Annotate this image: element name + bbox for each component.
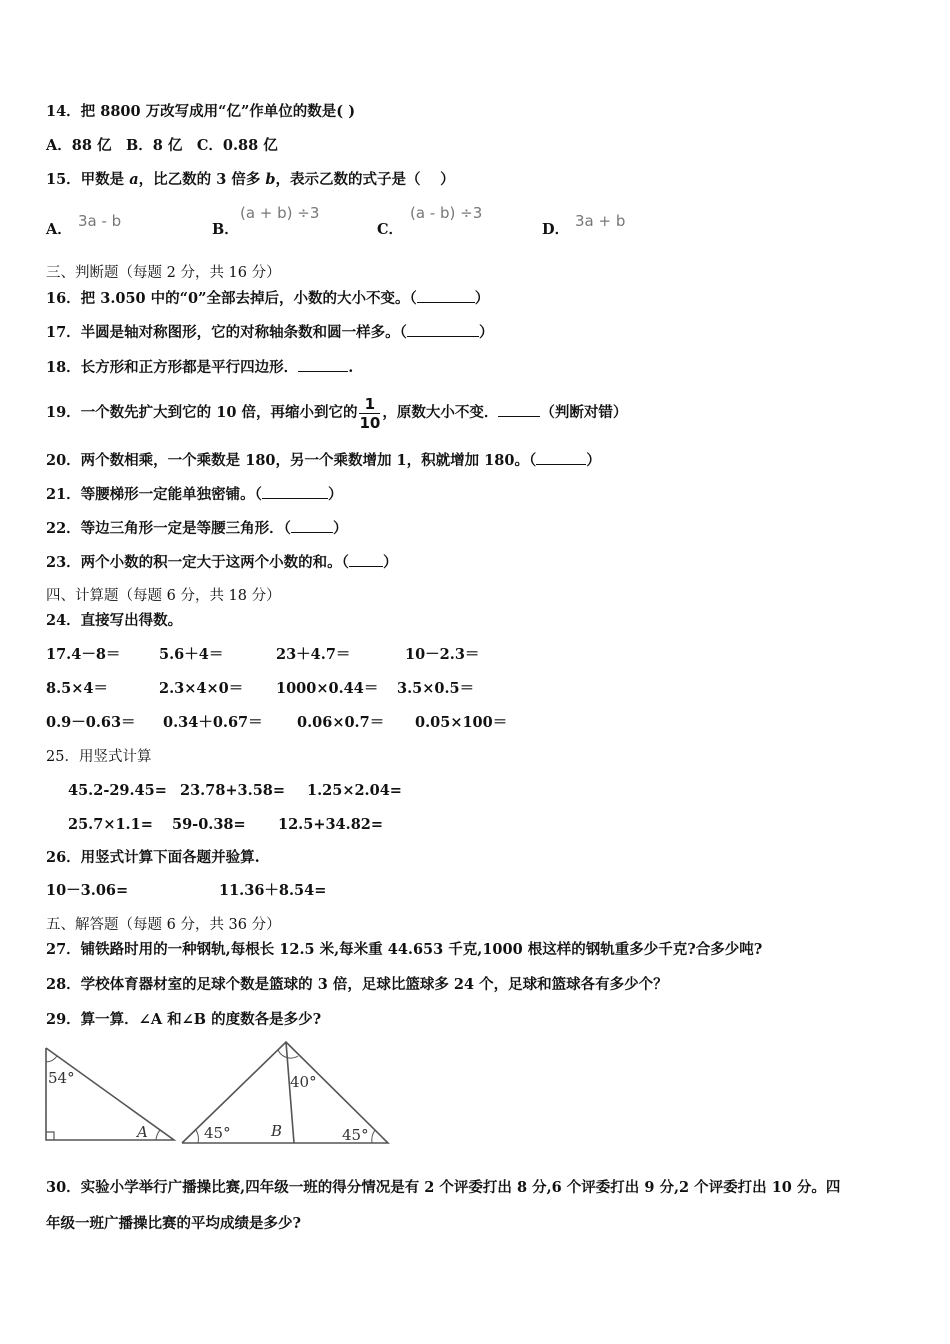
answer-blank[interactable] [298, 357, 348, 372]
section-5-heading: 五、解答题（每题 6 分，共 36 分） [46, 917, 281, 933]
calc-item: 25.7×1.1= [68, 816, 153, 833]
answer-blank[interactable] [536, 450, 586, 465]
calc-item: 3.5×0.5＝ [397, 680, 475, 697]
calc-item: 8.5×4＝ [46, 680, 108, 697]
q22-text [46, 518, 347, 539]
q15-mid: ，比乙数的 3 倍多 [138, 171, 266, 188]
q15-option-c-label: C． [377, 221, 404, 238]
one-tenth-fraction [359, 395, 380, 432]
q21-statement: 21．等腰梯形一定能单独密铺。（ [46, 486, 262, 503]
q15-option-d-label: D． [542, 221, 570, 238]
q17-end: ） [478, 324, 494, 341]
q15-option-c: (a - b) ÷3 [410, 204, 483, 222]
calc-item: 1000×0.44＝ [276, 680, 379, 697]
q19-end: （判断对错） [540, 404, 628, 421]
fraction-denominator: 10 [359, 413, 381, 432]
triangle-figures [40, 1040, 400, 1150]
angle-b-label: B [271, 1122, 283, 1140]
angle-45-left-label: 45° [204, 1124, 231, 1142]
q16-text [46, 288, 489, 309]
q18-text [46, 357, 353, 378]
calc-item: 0.05×100＝ [415, 714, 508, 731]
q16-statement: 16．把 3.050 中的“0”全部去掉后，小数的大小不变。（ [46, 290, 417, 307]
q15-option-d: 3a + b [575, 212, 626, 230]
q22-end: ） [332, 520, 348, 537]
q17-statement: 17．半圆是轴对称图形，它的对称轴条数和圆一样多。（ [46, 324, 407, 341]
q19-prefix: 19．一个数先扩大到它的 10 倍，再缩小到它的 [46, 404, 358, 421]
answer-blank[interactable] [262, 484, 328, 499]
q23-end: ） [382, 554, 398, 571]
q14-text: 14．把 8800 万改写成用“亿”作单位的数是( ) [46, 103, 356, 120]
q24-title: 24．直接写出得数。 [46, 612, 183, 629]
q15-prefix: 15．甲数是 [46, 171, 130, 188]
q15-text [46, 170, 455, 190]
calc-item: 12.5+34.82= [278, 816, 384, 833]
q29-text: 29．算一算．∠A 和∠B 的度数各是多少? [46, 1011, 322, 1028]
right-triangle [46, 1048, 174, 1141]
q16-end: ） [474, 290, 490, 307]
q21-end: ） [327, 486, 343, 503]
calc-item: 23.78+3.58= [180, 782, 286, 799]
isosceles-triangle [182, 1042, 388, 1144]
q23-statement: 23．两个小数的积一定大于这两个小数的和。（ [46, 554, 349, 571]
calc-item: 10－3.06= [46, 882, 129, 899]
q21-text [46, 484, 342, 505]
q25-title: 25．用竖式计算 [46, 749, 152, 765]
q18-statement: 18．长方形和正方形都是平行四边形． [46, 359, 299, 376]
section-4-heading: 四、计算题（每题 6 分，共 18 分） [46, 588, 281, 604]
angle-45-right-label: 45° [342, 1126, 369, 1144]
section-3-heading: 三、判断题（每题 2 分，共 16 分） [46, 265, 281, 281]
answer-blank[interactable] [291, 518, 333, 533]
q28-text: 28．学校体育器材室的足球个数是篮球的 3 倍，足球比篮球多 24 个，足球和篮球各有多少个？ [46, 976, 668, 993]
fraction-numerator: 1 [359, 395, 380, 414]
q19-text [46, 393, 627, 433]
calc-item: 45.2-29.45= [68, 782, 167, 799]
answer-blank[interactable] [417, 288, 475, 303]
answer-blank[interactable] [498, 402, 540, 417]
q30-line-2: 年级一班广播操比赛的平均成绩是多少? [46, 1215, 301, 1232]
q19-suffix: ，原数大小不变． [382, 404, 499, 421]
q20-end: ） [586, 452, 601, 469]
q17-text [46, 322, 493, 343]
q14-options: A．88 亿 B．8 亿 C．0.88 亿 [46, 137, 278, 154]
q15-option-b: (a + b) ÷3 [240, 204, 320, 222]
angle-a-label: A [137, 1123, 148, 1141]
angle-54-label: 54° [48, 1069, 75, 1087]
calc-item: 23＋4.7＝ [276, 646, 351, 663]
q20-text [46, 450, 601, 471]
q15-option-b-label: B． [212, 221, 239, 238]
q15-var-b: b [265, 171, 276, 188]
q26-title: 26．用竖式计算下面各题并验算. [46, 849, 260, 866]
calc-item: 5.6＋4＝ [159, 646, 224, 663]
calc-item: 0.9－0.63＝ [46, 714, 136, 731]
q15-suffix: ，表示乙数的式子是（ ） [275, 171, 455, 188]
calc-item: 1.25×2.04= [307, 782, 402, 799]
q22-statement: 22．等边三角形一定是等腰三角形．（ [46, 520, 291, 537]
calc-item: 17.4－8＝ [46, 646, 121, 663]
q20-statement: 20．两个数相乘，一个乘数是 180，另一个乘数增加 1，积就增加 180。（ [46, 452, 537, 469]
q23-text [46, 552, 397, 573]
calc-item: 2.3×4×0＝ [159, 680, 244, 697]
calc-item: 11.36＋8.54= [219, 882, 327, 899]
calc-item: 0.34＋0.67＝ [163, 714, 263, 731]
calc-item: 0.06×0.7＝ [297, 714, 385, 731]
angle-40-label: 40° [290, 1073, 317, 1091]
q27-text: 27．铺铁路时用的一种钢轨,每根长 12.5 米,每米重 44.653 千克,1000 根这样的钢轨重多少千克?合多少吨? [46, 941, 763, 958]
answer-blank[interactable] [349, 552, 383, 567]
calc-item: 59-0.38= [172, 816, 246, 833]
q18-end: . [348, 359, 354, 376]
q30-line-1: 30．实验小学举行广播操比赛,四年级一班的得分情况是有 2 个评委打出 8 分,6 个评委打出 9 分,2 个评委打出 10 分。四 [46, 1179, 841, 1196]
q15-var-a: a [129, 171, 139, 188]
answer-blank[interactable] [407, 322, 479, 337]
q15-option-a-label: A． [46, 221, 72, 238]
calc-item: 10－2.3＝ [405, 646, 480, 663]
q15-option-a: 3a - b [78, 212, 122, 230]
